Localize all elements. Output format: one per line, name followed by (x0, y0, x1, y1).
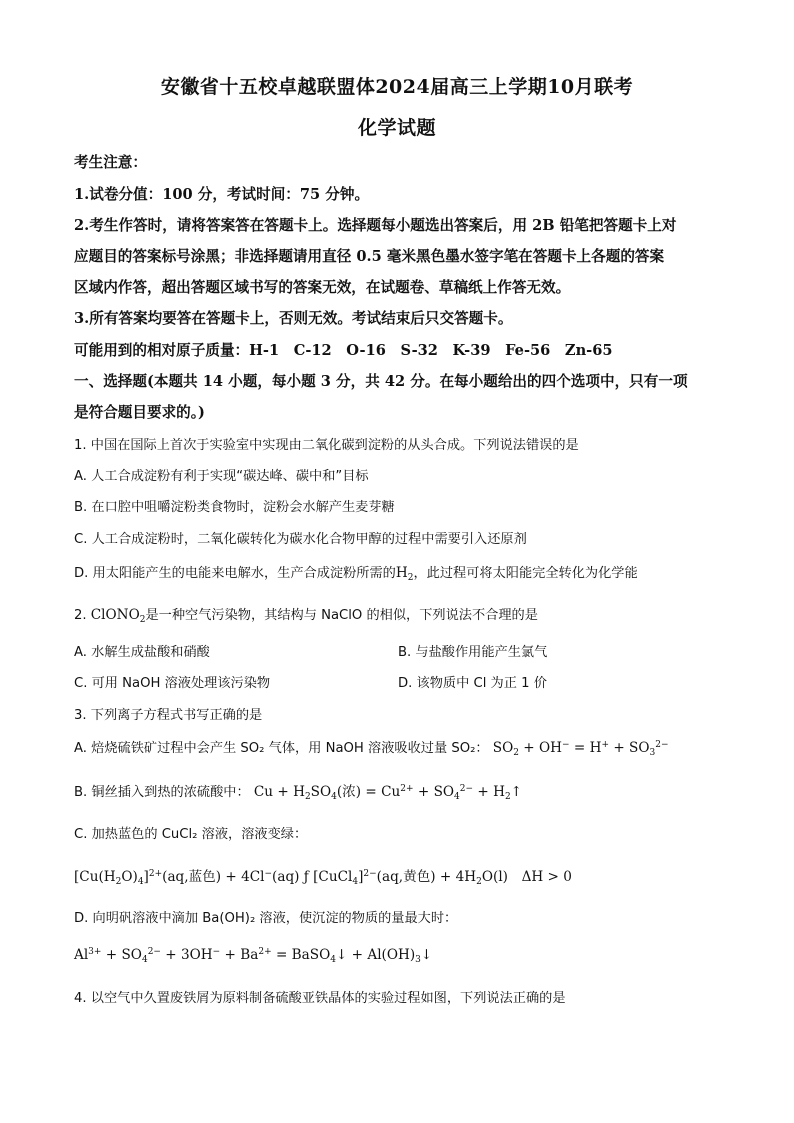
section-heading: 一、选择题(本题共 14 小题，每小题 3 分，共 42 分。在每小题给出的四个选项中，只有一项 (74, 373, 688, 390)
q2-option-a: A. 水解生成盐酸和硝酸 (74, 645, 210, 660)
q4-stem: 4. 以空气中久置废铁屑为原料制备硫酸亚铁晶体的实验过程如图，下列说法正确的是 (74, 991, 566, 1006)
q3-option-a (74, 737, 669, 758)
q1-option-d-pre: D. 用太阳能产生的电能来电解水，生产合成淀粉所需的 (74, 566, 396, 581)
q1-option-d (74, 562, 638, 583)
exam-subtitle: 化学试题 (357, 117, 436, 139)
q1-stem: 1. 中国在国际上首次于实验室中实现由二氧化碳到淀粉的从头合成。下列说法错误的是 (74, 438, 579, 453)
notice-item-2-cont: 应题目的答案标号涂黑；非选择题请用直径 0.5 毫米黑色墨水签字笔在答题卡上各题的答案 (74, 248, 665, 265)
q2-option-b: B. 与盐酸作用能产生氯气 (398, 645, 548, 660)
q3-option-b-equation: $Cu + H_2SO_4$(浓) = $Cu^{2+} + SO_4^{2-}$ + $H_2↑$ (253, 784, 523, 802)
section-heading-cont: 是符合题目要求的。) (74, 404, 205, 421)
q3-option-b-text: B. 铜丝插入到热的浓硫酸中： (74, 785, 250, 800)
clono2-formula: ClONO$_2$ (90, 607, 146, 625)
q3-option-c: C. 加热蓝色的 CuCl₂ 溶液，溶液变绿： (74, 827, 308, 842)
q3-option-c-equation: $[Cu(H_2O)_4]^{2+}(aq$,蓝色) + 4Cl−(aq) ƒ [CuCl$_4$]$^{2-}$(aq,黄色) + $4H_2O(l)$ ΔH > 0 (74, 869, 572, 887)
q1-option-c: C. 人工合成淀粉时，二氧化碳转化为碳水化合物甲醇的过程中需要引入还原剂 (74, 532, 527, 547)
q2-option-d: D. 该物质中 Cl 为正 1 价 (398, 676, 547, 691)
notice-item-2-cont2: 区域内作答，超出答题区域书写的答案无效，在试题卷、草稿纸上作答无效。 (74, 279, 571, 296)
notice-heading: 考生注意： (74, 154, 147, 171)
q2-stem-post: 是一种空气污染物，其结构与 NaClO 的相似，下列说法不合理的是 (145, 608, 538, 623)
notice-item-3: 3.所有答案均要答在答题卡上，否则无效。考试结束后只交答题卡。 (74, 310, 513, 327)
q3-stem: 3. 下列离子方程式书写正确的是 (74, 708, 263, 723)
q1-option-b: B. 在口腔中咀嚼淀粉类食物时，淀粉会水解产生麦芽糖 (74, 500, 395, 515)
q1-option-a: A. 人工合成淀粉有利于实现“碳达峰、碳中和”目标 (74, 469, 369, 484)
q3-option-d: D. 向明矾溶液中滴加 Ba(OH)₂ 溶液，使沉淀的物质的量最大时： (74, 911, 458, 926)
q2-stem (74, 604, 538, 625)
notice-item-1: 1.试卷分值：100 分，考试时间：75 分钟。 (74, 186, 370, 203)
q2-stem-pre: 2. (74, 608, 91, 623)
h2-formula: $H_2$ (395, 565, 414, 583)
q3-option-a-equation: $SO_2 + OH^- = H^+ + SO_3^{2-}$ (492, 740, 669, 758)
q2-option-c: C. 可用 NaOH 溶液处理该污染物 (74, 676, 271, 691)
q3-option-a-text: A. 焙烧硫铁矿过程中会产生 SO₂ 气体，用 NaOH 溶液吸收过量 SO₂： (74, 741, 489, 756)
exam-title: 安徽省十五校卓越联盟体2024届高三上学期10月联考 (160, 76, 634, 98)
q3-option-b (74, 780, 522, 802)
notice-item-2: 2.考生作答时，请将答案答在答题卡上。选择题每小题选出答案后，用 2B 铅笔把答题卡上对 (74, 217, 677, 234)
q1-option-d-post: ，此过程可将太阳能完全转化为化学能 (413, 566, 638, 581)
q3-option-d-equation: $Al^{3+} + SO_4^{2-} + 3OH^- + Ba^{2+}$ = BaSO$_4$↓ + $Al(OH)_3↓$ (74, 947, 433, 965)
atomic-masses: 可能用到的相对原子质量：H-1 C-12 O-16 S-32 K-39 Fe-56 Zn-65 (74, 342, 613, 359)
